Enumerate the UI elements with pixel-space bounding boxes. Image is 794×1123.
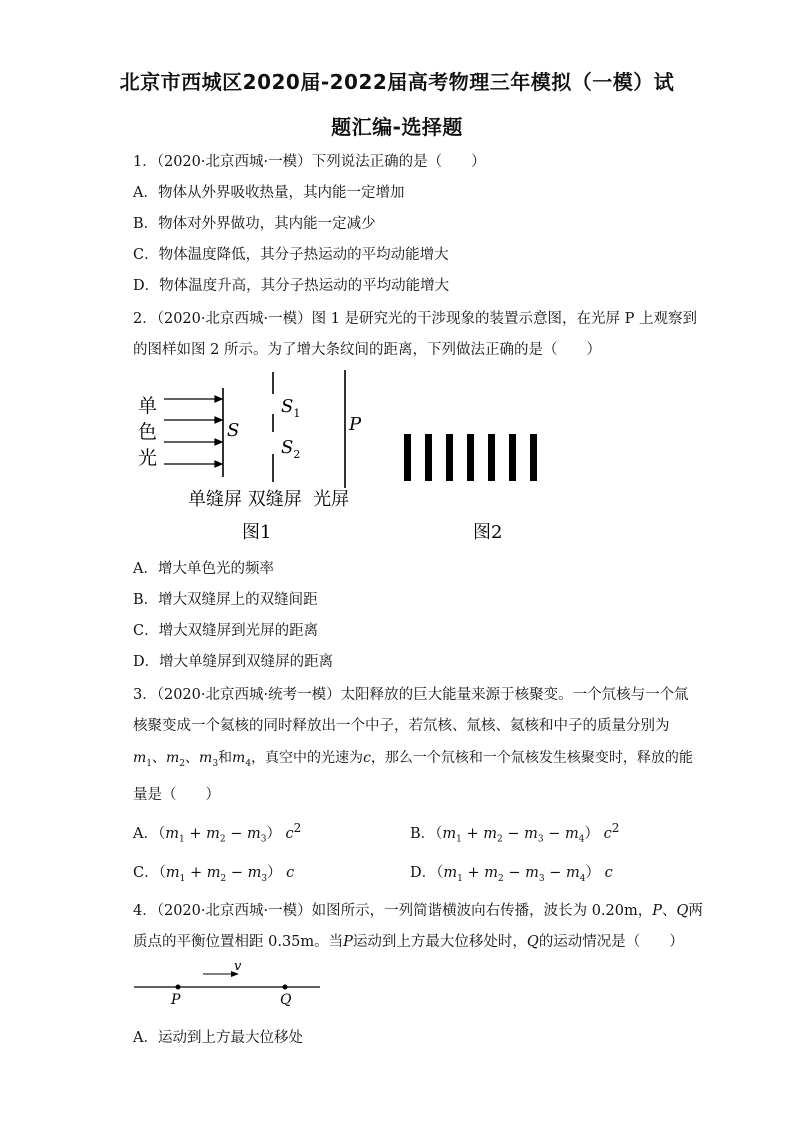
screen-labels: 单缝屏 双缝屏 光屏: [188, 489, 350, 510]
fig1-caption: 图1: [242, 522, 272, 543]
light-char-2: 色: [138, 421, 158, 443]
q1-option-d: D．物体温度升高，其分子热运动的平均动能增大: [133, 278, 450, 294]
light-char-1: 单: [138, 395, 158, 417]
light-char-3: 光: [138, 447, 158, 469]
point-q: [283, 985, 288, 990]
q2-figure2: [395, 424, 595, 544]
doc-title-line2: 题汇编-选择题: [331, 115, 463, 139]
q2-stem-line1: 2．（2020·北京西城·一模）图 1 是研究光的干涉现象的装置示意图，在光屏 P 上观察到: [133, 311, 698, 327]
q2-stem-line2: 的图样如图 2 所示。为了增大条纹间的距离，下列做法正确的是（ ）: [133, 342, 601, 358]
q3-option-a: A．$(m_1 + m_2 - m_3)$ $c^2$: [133, 821, 302, 845]
label-s2: $S_2$: [281, 437, 301, 461]
q3-option-d: D．$(m_1 + m_2 - m_3 - m_4)$ c: [410, 865, 613, 884]
label-p: P: [171, 992, 181, 1008]
q3-stem-line2: 核聚变成一个氦核的同时释放出一个中子，若氘核、氚核、氦核和中子的质量分别为: [133, 718, 670, 734]
q4-stem-line1: 4．（2020·北京西城·一模）如图所示，一列简谐横波向右传播，波长为 0.20m，P、Q两: [133, 903, 703, 919]
q1-option-c: C．物体温度降低，其分子热运动的平均动能增大: [133, 247, 449, 263]
label-s: S: [227, 420, 240, 441]
q4-wave-figure: [130, 958, 330, 1008]
label-p: P: [349, 414, 362, 435]
q3-stem-line4: 量是（ ）: [133, 787, 220, 803]
fringe-bars: [404, 434, 537, 481]
q1-option-a: A．物体从外界吸收热量，其内能一定增加: [133, 185, 405, 201]
q1-option-b: B．物体对外界做功，其内能一定减少: [133, 216, 376, 232]
q3-stem-line3: $m_1$、$m_2$、$m_3$和$m_4$，真空中的光速为c，那么一个氘核和一个氚核发生核聚变时，释放的能: [133, 750, 693, 769]
doc-title-line1: 北京市西城区2020届-2022届高考物理三年模拟（一模）试: [119, 70, 675, 94]
q2-option-a: A．增大单色光的频率: [133, 561, 274, 577]
q3-option-b: B．$(m_1 + m_2 - m_3 - m_4)$ $c^2$: [410, 821, 620, 845]
q1-stem: 1．（2020·北京西城·一模）下列说法正确的是（ ）: [133, 154, 486, 170]
q2-option-b: B．增大双缝屏上的双缝间距: [133, 592, 318, 608]
q2-option-c: C．增大双缝屏到光屏的距离: [133, 623, 319, 639]
label-v: v: [234, 959, 242, 974]
q2-option-d: D．增大单缝屏到双缝屏的距离: [133, 654, 334, 670]
point-p: [176, 985, 181, 990]
fig2-caption: 图2: [473, 522, 503, 543]
label-s1: $S_1$: [281, 396, 301, 420]
label-q: Q: [280, 992, 292, 1008]
q4-option-a: A．运动到上方最大位移处: [133, 1030, 303, 1046]
q3-option-c: C．$(m_1 + m_2 - m_3)$ c: [133, 865, 295, 884]
light-arrows: [164, 396, 222, 467]
q3-stem-line1: 3．（2020·北京西城·统考一模）太阳释放的巨大能量来源于核聚变。一个氘核与一个氚: [133, 687, 689, 703]
q4-stem-line2: 质点的平衡位置相距 0.35m。当P运动到上方最大位移处时，Q的运动情况是（ ）: [133, 934, 684, 950]
q2-figure1: [130, 364, 370, 544]
